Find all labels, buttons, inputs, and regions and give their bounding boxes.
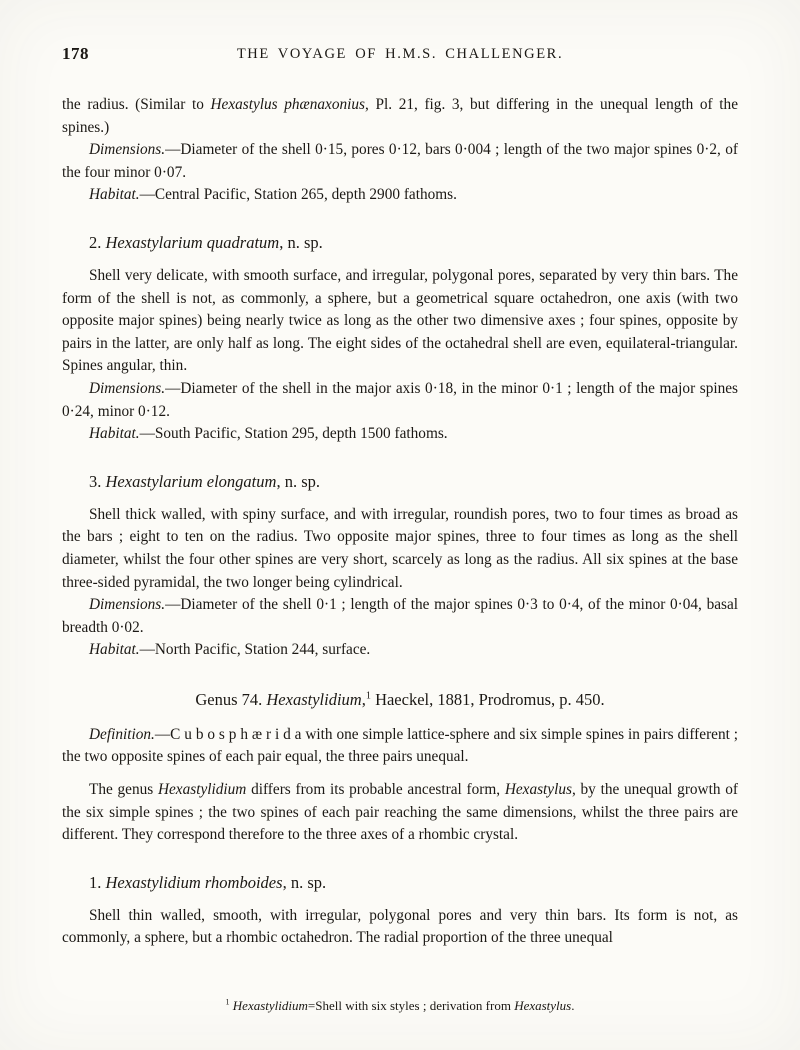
italic-run: Dimensions.: [89, 379, 166, 397]
italic-run: Habitat.: [89, 641, 140, 659]
species-heading: [62, 231, 738, 255]
italic-run: Dimensions.: [89, 596, 166, 614]
paragraph: [62, 265, 738, 378]
species-heading: [62, 871, 738, 895]
text-run: —North Pacific, Station 244, surface.: [139, 641, 371, 659]
running-title: THE VOYAGE OF H.M.S. CHALLENGER.: [236, 46, 564, 62]
paragraph: [62, 905, 738, 950]
text-run: 1.: [89, 872, 106, 892]
paragraph: [62, 94, 738, 139]
page-number: 178: [62, 44, 89, 63]
footnote-marker: 1: [225, 997, 230, 1007]
text-run: , n. sp.: [276, 471, 320, 491]
italic-run: Hexastylidium rhomboides: [105, 872, 283, 892]
italic-run: Definition.: [89, 725, 155, 743]
text-run: Genus 74.: [195, 689, 267, 709]
italic-run: Hexastylus: [514, 998, 572, 1013]
italic-run: Hexastylarium quadratum: [105, 232, 280, 252]
italic-run: Hexastylus: [504, 781, 572, 799]
text-run: —South Pacific, Station 295, depth 1500 fathoms.: [139, 425, 448, 443]
paragraph: [62, 724, 738, 769]
italic-run: Hexastylarium elongatum: [105, 471, 277, 491]
text-run: 3.: [89, 471, 106, 491]
text-run: Haeckel, 1881, Prodromus, p. 450.: [370, 689, 605, 709]
italic-run: Hexastylidium: [157, 781, 247, 799]
text-run: —Diameter of the shell 0·15, pores 0·12, bars 0·004 ; length of the two major spines 0·2, of the four minor 0·07.: [62, 141, 738, 181]
footnote-marker: 1: [365, 690, 371, 702]
italic-run: Dimensions.: [89, 141, 166, 159]
paragraph: [62, 423, 738, 446]
text-run: , n. sp.: [282, 872, 327, 892]
text-run: the radius. (Similar to: [62, 96, 211, 113]
italic-run: Hexastylus phænaxonius: [210, 96, 365, 113]
genus-heading: [62, 688, 738, 712]
paragraph: [62, 378, 738, 423]
text-run: , Pl. 21, fig. 3, but differing in the unequal length of the spines.): [62, 96, 738, 136]
paragraph: [62, 139, 738, 184]
text-run: , by the unequal growth of the six simple spines ; the two spines of each pair reaching the same dimensions, whilst the three pairs are different. They correspond therefore to the three axes of a rhombic crystal.: [62, 781, 738, 844]
italic-run: Hexastylidium: [232, 998, 308, 1013]
text-run: ,: [361, 689, 366, 709]
paragraph: [62, 184, 738, 207]
text-run: The genus: [89, 781, 158, 799]
paragraph: [62, 594, 738, 639]
text-run: =Shell with six styles ; derivation from: [307, 998, 515, 1013]
text-run: Shell thick walled, with spiny surface, and with irregular, roundish pores, two to four times as broad as the bars ; eight to ten on the radius. Two opposite major spines, three to four times as long as the shell diameter, whilst the four other spines are very short, scarcely as long as the radius. All six spines at the base three-sided pyramidal, the two longer being cylindrical.: [62, 505, 738, 591]
paragraph: [62, 639, 738, 662]
footnote: [62, 997, 738, 1014]
italic-run: Hexastylidium: [266, 689, 362, 709]
text-run: differs from its probable ancestral form,: [246, 781, 505, 799]
text-run: —Diameter of the shell in the major axis 0·18, in the minor 0·1 ; length of the major spines 0·24, minor 0·12.: [62, 379, 738, 420]
page-header: [62, 44, 738, 68]
paragraph: [62, 779, 738, 847]
text-run: —Diameter of the shell 0·1 ; length of the major spines 0·3 to 0·4, of the minor 0·04, basal breadth 0·02.: [62, 596, 738, 636]
paragraph: [62, 504, 738, 594]
text-run: .: [571, 998, 575, 1013]
text-run: Shell thin walled, smooth, with irregular, polygonal pores and very thin bars. Its form is not, as commonly, a sphere, but a rhombic octahedron. The radial proportion of the three unequal: [62, 906, 738, 947]
text-run: —Central Pacific, Station 265, depth 2900 fathoms.: [139, 186, 457, 204]
species-heading: [62, 470, 738, 494]
italic-run: Habitat.: [89, 186, 140, 204]
text-run: Shell very delicate, with smooth surface, and irregular, polygonal pores, separated by very thin bars. The form of the shell is not, as commonly, a sphere, but a geometrical square octahedron, one axis (with two opposite major spines) being nearly twice as long as the other two dimensive axes ; four spines, opposite by pairs in the latter, are only half as long. The eight sides of the octahedral shell are even, equilateral-triangular. Spines angular, thin.: [62, 266, 738, 375]
italic-run: Habitat.: [89, 425, 140, 443]
text-run: —C u b o s p h æ r i d a with one simple lattice-sphere and six simple spines in pairs different ; the two opposite spines of each pair equal, the three pairs unequal.: [62, 725, 738, 766]
text-run: 2.: [89, 232, 106, 252]
text-run: , n. sp.: [279, 232, 323, 252]
